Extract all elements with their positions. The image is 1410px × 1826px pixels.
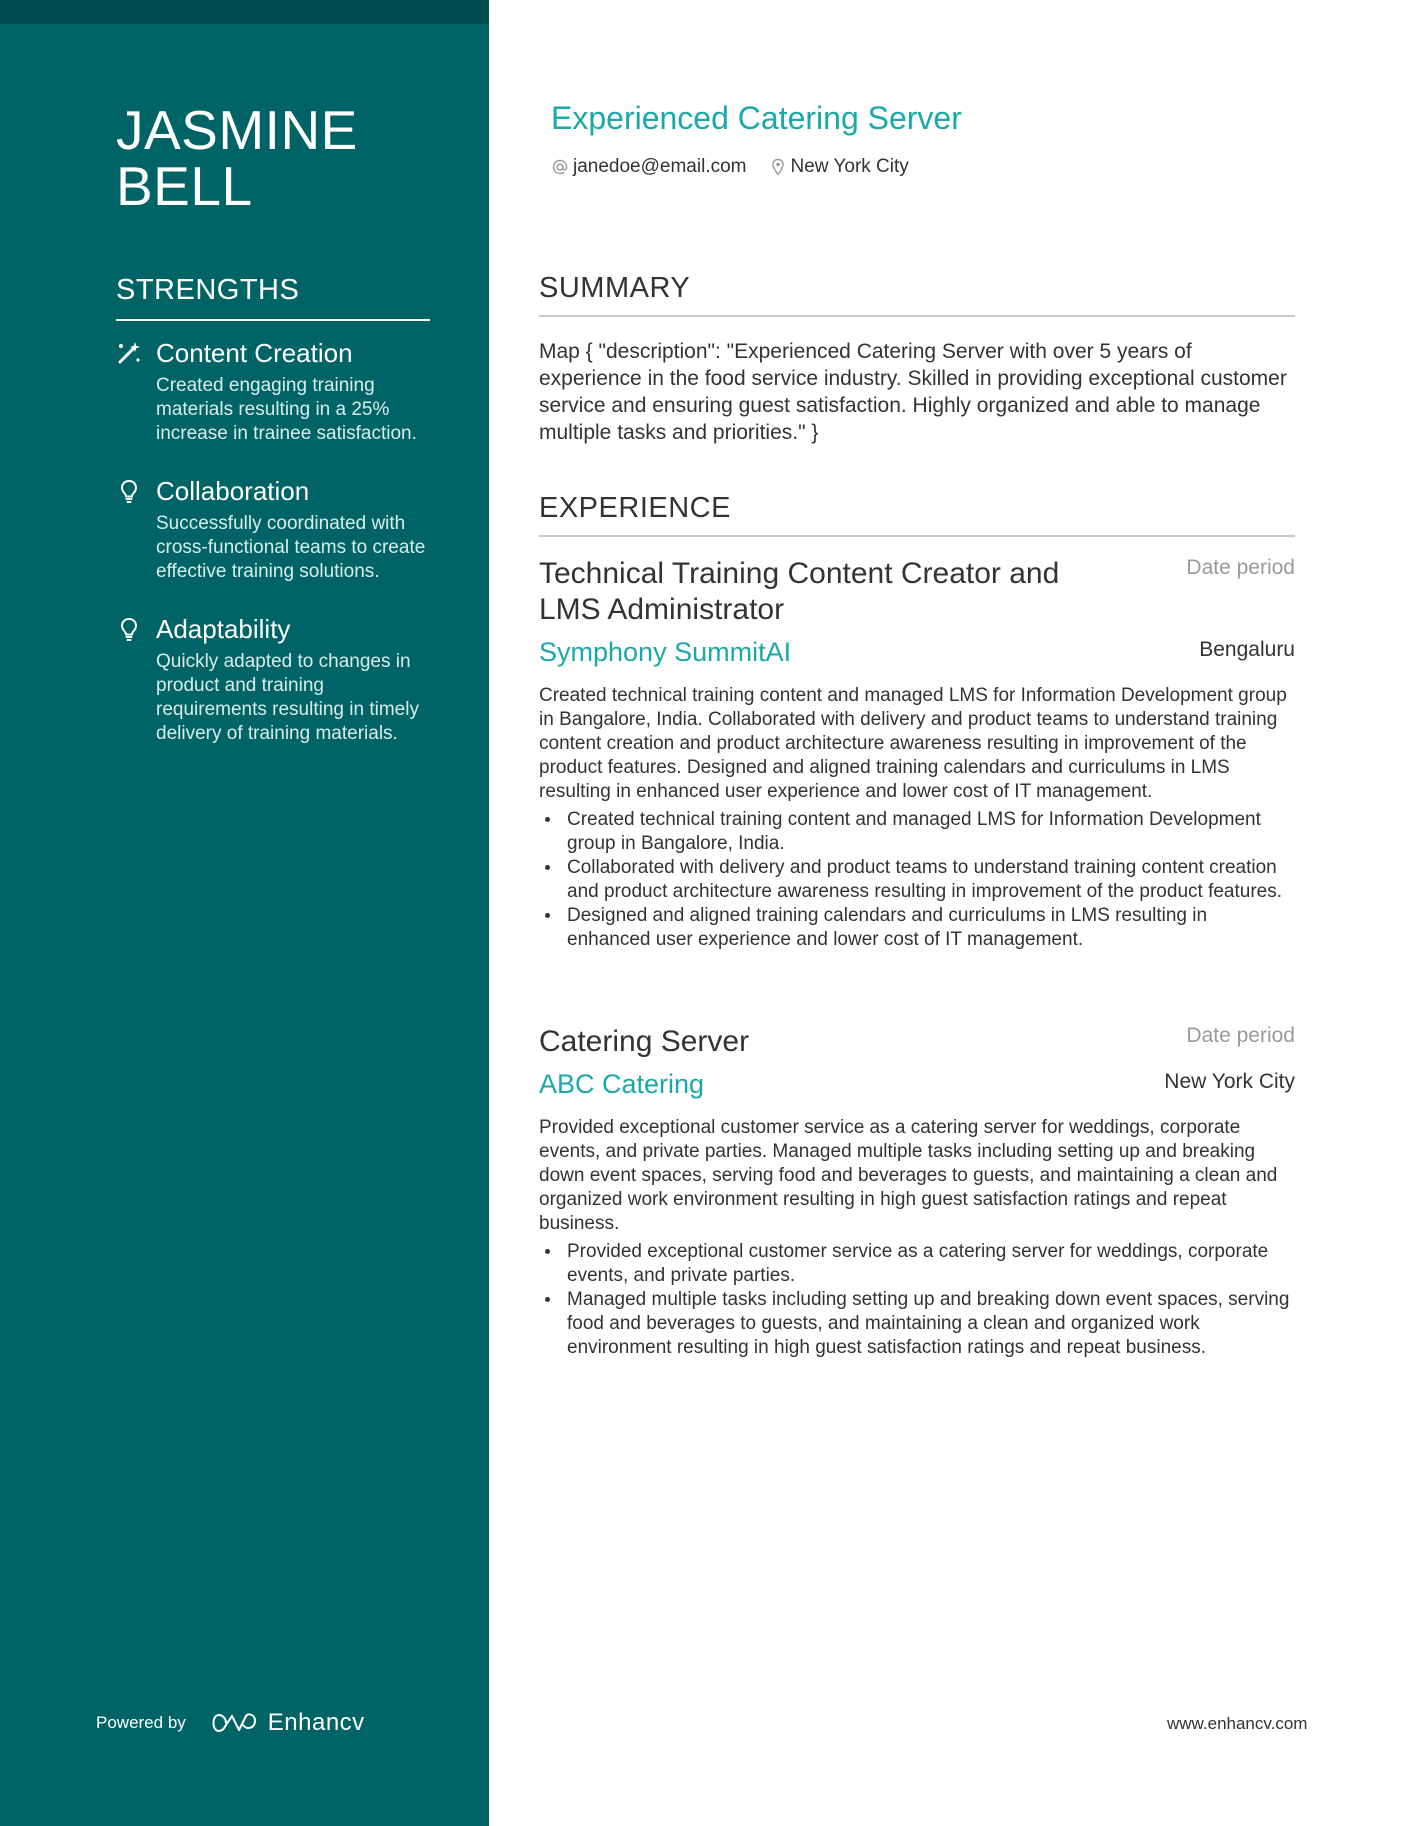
powered-by[interactable] <box>96 1708 365 1738</box>
experience-company: Symphony SummitAI <box>539 637 792 667</box>
summary-heading: SUMMARY <box>539 272 1295 317</box>
lightbulb-icon <box>116 478 142 504</box>
experience-location: New York City <box>1164 1070 1295 1093</box>
lightbulb-icon <box>116 616 142 642</box>
map-pin-icon <box>769 158 787 176</box>
experience-item <box>539 1024 1295 1360</box>
experience-date: Date period <box>1186 556 1295 579</box>
strengths-list <box>116 336 436 774</box>
job-title: Experienced Catering Server <box>551 100 962 136</box>
location-text: New York City <box>790 156 909 177</box>
list-item: Collaborated with delivery and product teams to understand training content creation and product architecture awareness resulting in improvement of the product features. <box>539 856 1295 904</box>
strength-description: Successfully coordinated with cross-functional teams to create effective training solutions. <box>156 513 426 582</box>
list-item: Designed and aligned training calendars and curriculums in LMS resulting in enhanced user experience and lower cost of IT management. <box>539 904 1295 952</box>
powered-by-label: Powered by <box>96 1713 186 1732</box>
experience-heading: EXPERIENCE <box>539 492 1295 537</box>
experience-bullets <box>539 1240 1295 1360</box>
sidebar-top-bar <box>0 0 489 24</box>
email-contact[interactable] <box>551 156 747 178</box>
strength-item <box>116 336 436 446</box>
experience-subheader <box>539 634 1295 674</box>
experience-role: Catering Server <box>539 1025 750 1058</box>
sidebar <box>0 0 489 1826</box>
strengths-heading: STRENGTHS <box>116 274 430 321</box>
experience-item <box>539 556 1295 952</box>
experience-header <box>539 1024 1295 1060</box>
list-item: Managed multiple tasks including setting up and breaking down event spaces, serving food and beverages to guests, and maintaining a clean and organized work environment resulting in high guest satisfaction ratings and repeat business. <box>539 1288 1295 1360</box>
name-first: JASMINE <box>116 99 358 161</box>
footer-url[interactable]: www.enhancv.com <box>1167 1714 1308 1733</box>
enhancv-logo-icon <box>212 1710 258 1736</box>
magic-wand-icon <box>116 340 142 366</box>
name-last: BELL <box>116 155 253 217</box>
experience-role: Technical Training Content Creator and LMS Administrator <box>539 557 1060 626</box>
strength-description: Quickly adapted to changes in product and training requirements resulting in timely delivery of training materials. <box>156 651 419 744</box>
contact-info <box>551 156 931 178</box>
location-contact <box>769 156 909 178</box>
candidate-name <box>116 99 456 217</box>
enhancv-brand: Enhancv <box>267 1709 365 1736</box>
list-item: Created technical training content and managed LMS for Information Development group in Bangalore, India. <box>539 808 1295 856</box>
experience-company: ABC Catering <box>539 1069 705 1099</box>
strength-item <box>116 474 436 584</box>
strength-title: Content Creation <box>156 338 353 368</box>
experience-date: Date period <box>1186 1024 1295 1047</box>
strength-title: Adaptability <box>156 614 291 644</box>
experience-bullets <box>539 808 1295 952</box>
list-item: Provided exceptional customer service as a catering server for weddings, corporate events, and private parties. <box>539 1240 1295 1288</box>
experience-subheader <box>539 1066 1295 1106</box>
experience-header <box>539 556 1295 628</box>
strength-item <box>116 612 436 746</box>
experience-description: Provided exceptional customer service as a catering server for weddings, corporate events, and private parties. Managed multiple tasks including setting up and breaking down event spaces, serving food and beverages to guests, and maintaining a clean and organized work environment resulting in high guest satisfaction ratings and repeat business. <box>539 1117 1278 1234</box>
email-text: janedoe@email.com <box>573 156 747 177</box>
at-icon <box>551 158 569 176</box>
experience-location: Bengaluru <box>1199 638 1295 661</box>
strength-title: Collaboration <box>156 476 310 506</box>
experience-description: Created technical training content and managed LMS for Information Development group in Bangalore, India. Collaborated with delivery and product teams to understand training content creation and product architecture awareness resulting in improvement of the product features. Designed and aligned training calendars and curriculums in LMS resulting in enhanced user experience and lower cost of IT management. <box>539 685 1287 802</box>
strength-description: Created engaging training materials resulting in a 25% increase in trainee satisfaction. <box>156 375 417 444</box>
summary-text: Map { "description": "Experienced Catering Server with over 5 years of experience in the food service industry. Skilled in providing exceptional customer service and ensuring guest satisfaction. Highly organized and able to manage multiple tasks and priorities." } <box>539 340 1287 444</box>
